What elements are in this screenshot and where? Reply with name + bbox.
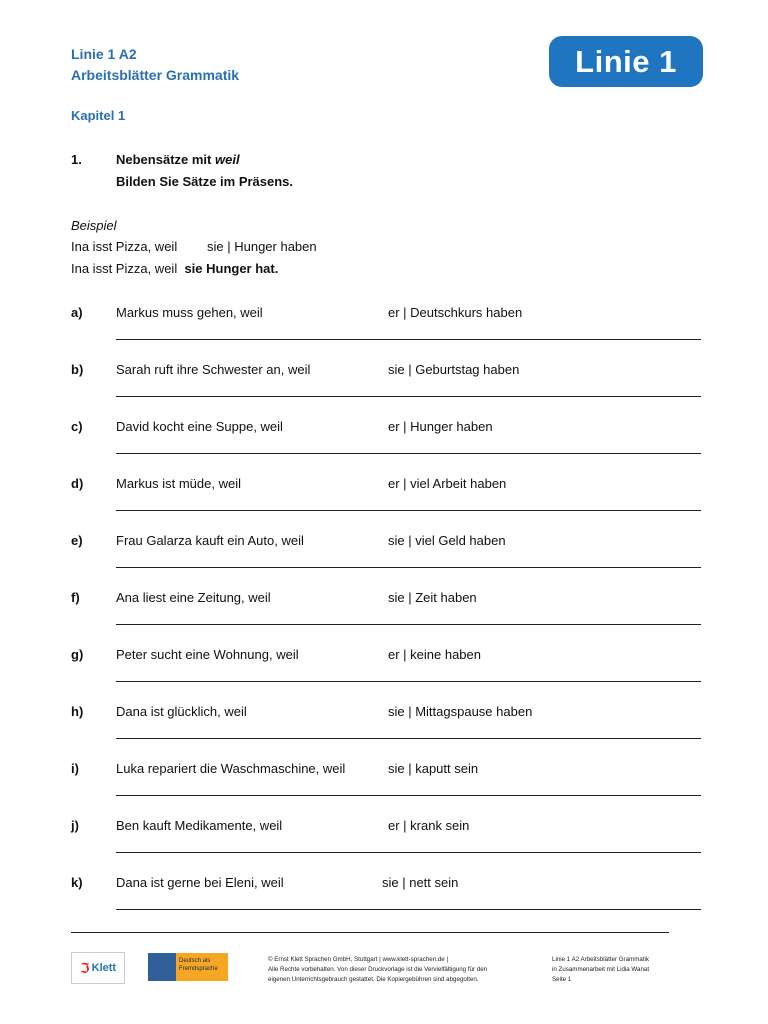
answer-line[interactable] — [116, 624, 701, 625]
exercise-cue: sie | viel Geld haben — [388, 533, 506, 548]
exercise-row — [0, 875, 768, 932]
document-title: Linie 1 A2 — [71, 46, 137, 62]
task-title-prefix: Nebensätze mit — [116, 152, 215, 167]
exercise-row — [0, 362, 768, 419]
example-line-1-stem: Ina isst Pizza, weil — [71, 239, 178, 254]
exercise-cue: sie | Zeit haben — [388, 590, 477, 605]
exercise-letter: g) — [71, 647, 84, 662]
task-number: 1. — [71, 152, 82, 167]
exercise-letter: k) — [71, 875, 83, 890]
exercise-cue: sie | kaputt sein — [388, 761, 479, 776]
exercise-letter: a) — [71, 305, 83, 320]
exercise-sentence-stem: Ana liest eine Zeitung, weil — [116, 590, 271, 605]
daf-logo-text: Deutsch als Fremdsprache — [176, 953, 228, 981]
answer-line[interactable] — [116, 681, 701, 682]
exercise-letter: c) — [71, 419, 83, 434]
answer-line[interactable] — [116, 339, 701, 340]
klett-mark-icon: ℑ — [79, 959, 90, 976]
klett-logo-text: Klett — [91, 962, 117, 974]
example-answer: sie Hunger hat. — [184, 261, 279, 276]
exercise-row — [0, 704, 768, 761]
exercise-row — [0, 476, 768, 533]
linie1-logo: Linie 1 — [549, 36, 703, 87]
exercise-sentence-stem: Sarah ruft ihre Schwester an, weil — [116, 362, 311, 377]
exercise-row — [0, 305, 768, 362]
exercise-row — [0, 590, 768, 647]
exercise-sentence-stem: Peter sucht eine Wohnung, weil — [116, 647, 299, 662]
exercise-sentence-stem: David kocht eine Suppe, weil — [116, 419, 283, 434]
answer-line[interactable] — [116, 738, 701, 739]
answer-line[interactable] — [116, 852, 701, 853]
exercise-sentence-stem: Dana ist gerne bei Eleni, weil — [116, 875, 284, 890]
exercise-cue: sie | Geburtstag haben — [388, 362, 520, 377]
footer-page-number: Seite 1 — [552, 976, 572, 983]
answer-line[interactable] — [116, 909, 701, 910]
footer-credit-line-1: Linie 1 A2 Arbeitsblätter Grammatik — [552, 956, 649, 963]
example-line-2-stem: Ina isst Pizza, weil — [71, 261, 178, 276]
exercise-cue: sie | nett sein — [382, 875, 459, 890]
exercise-cue: sie | Mittagspause haben — [388, 704, 533, 719]
exercise-letter: j) — [71, 818, 79, 833]
exercise-row — [0, 761, 768, 818]
exercise-row — [0, 419, 768, 476]
exercise-letter: i) — [71, 761, 79, 776]
answer-line[interactable] — [116, 453, 701, 454]
exercise-sentence-stem: Luka repariert die Waschmaschine, weil — [116, 761, 346, 776]
exercise-cue: er | viel Arbeit haben — [388, 476, 507, 491]
exercise-cue: er | krank sein — [388, 818, 470, 833]
exercise-row — [0, 818, 768, 875]
exercise-cue: er | Deutschkurs haben — [388, 305, 523, 320]
exercise-sentence-stem: Markus muss gehen, weil — [116, 305, 263, 320]
example-line-2 — [71, 261, 278, 276]
answer-line[interactable] — [116, 567, 701, 568]
example-line-1-cue: sie | Hunger haben — [207, 239, 317, 254]
exercise-letter: d) — [71, 476, 84, 491]
answer-line[interactable] — [116, 795, 701, 796]
footer-copyright — [268, 955, 487, 985]
footer-copyright-line-3: eigenen Unterrichtsgebrauch gestattet. Die Kopiergebühren sind abgegolten. — [268, 976, 479, 983]
task-instruction: Bilden Sie Sätze im Präsens. — [116, 174, 294, 189]
exercise-letter: h) — [71, 704, 84, 719]
answer-line[interactable] — [116, 510, 701, 511]
klett-logo — [71, 952, 125, 984]
task-title — [116, 152, 240, 167]
exercise-sentence-stem: Markus ist müde, weil — [116, 476, 241, 491]
task-title-emphasis: weil — [214, 152, 240, 167]
exercise-sentence-stem: Ben kauft Medikamente, weil — [116, 818, 283, 833]
exercise-letter: b) — [71, 362, 84, 377]
exercise-sentence-stem: Dana ist glücklich, weil — [116, 704, 247, 719]
footer-divider — [71, 932, 669, 933]
document-subtitle: Arbeitsblätter Grammatik — [71, 67, 240, 83]
exercise-letter: f) — [71, 590, 80, 605]
footer-copyright-line-2: Alle Rechte vorbehalten. Von dieser Druckvorlage ist die Vervielfältigung für den — [268, 966, 488, 973]
daf-logo — [148, 953, 228, 981]
exercise-row — [0, 647, 768, 704]
footer-copyright-line-1: © Ernst Klett Sprachen GmbH, Stuttgart | www.klett-sprachen.de | — [268, 956, 449, 963]
exercise-letter: e) — [71, 533, 83, 548]
example-label: Beispiel — [71, 218, 117, 233]
exercise-cue: er | Hunger haben — [388, 419, 493, 434]
chapter-heading: Kapitel 1 — [71, 108, 126, 123]
footer-credit — [552, 955, 649, 985]
footer-credit-line-2: in Zusammenarbeit mit Lidia Wanat — [552, 966, 650, 973]
exercise-sentence-stem: Frau Galarza kauft ein Auto, weil — [116, 533, 304, 548]
answer-line[interactable] — [116, 396, 701, 397]
exercise-cue: er | keine haben — [388, 647, 481, 662]
exercise-row — [0, 533, 768, 590]
